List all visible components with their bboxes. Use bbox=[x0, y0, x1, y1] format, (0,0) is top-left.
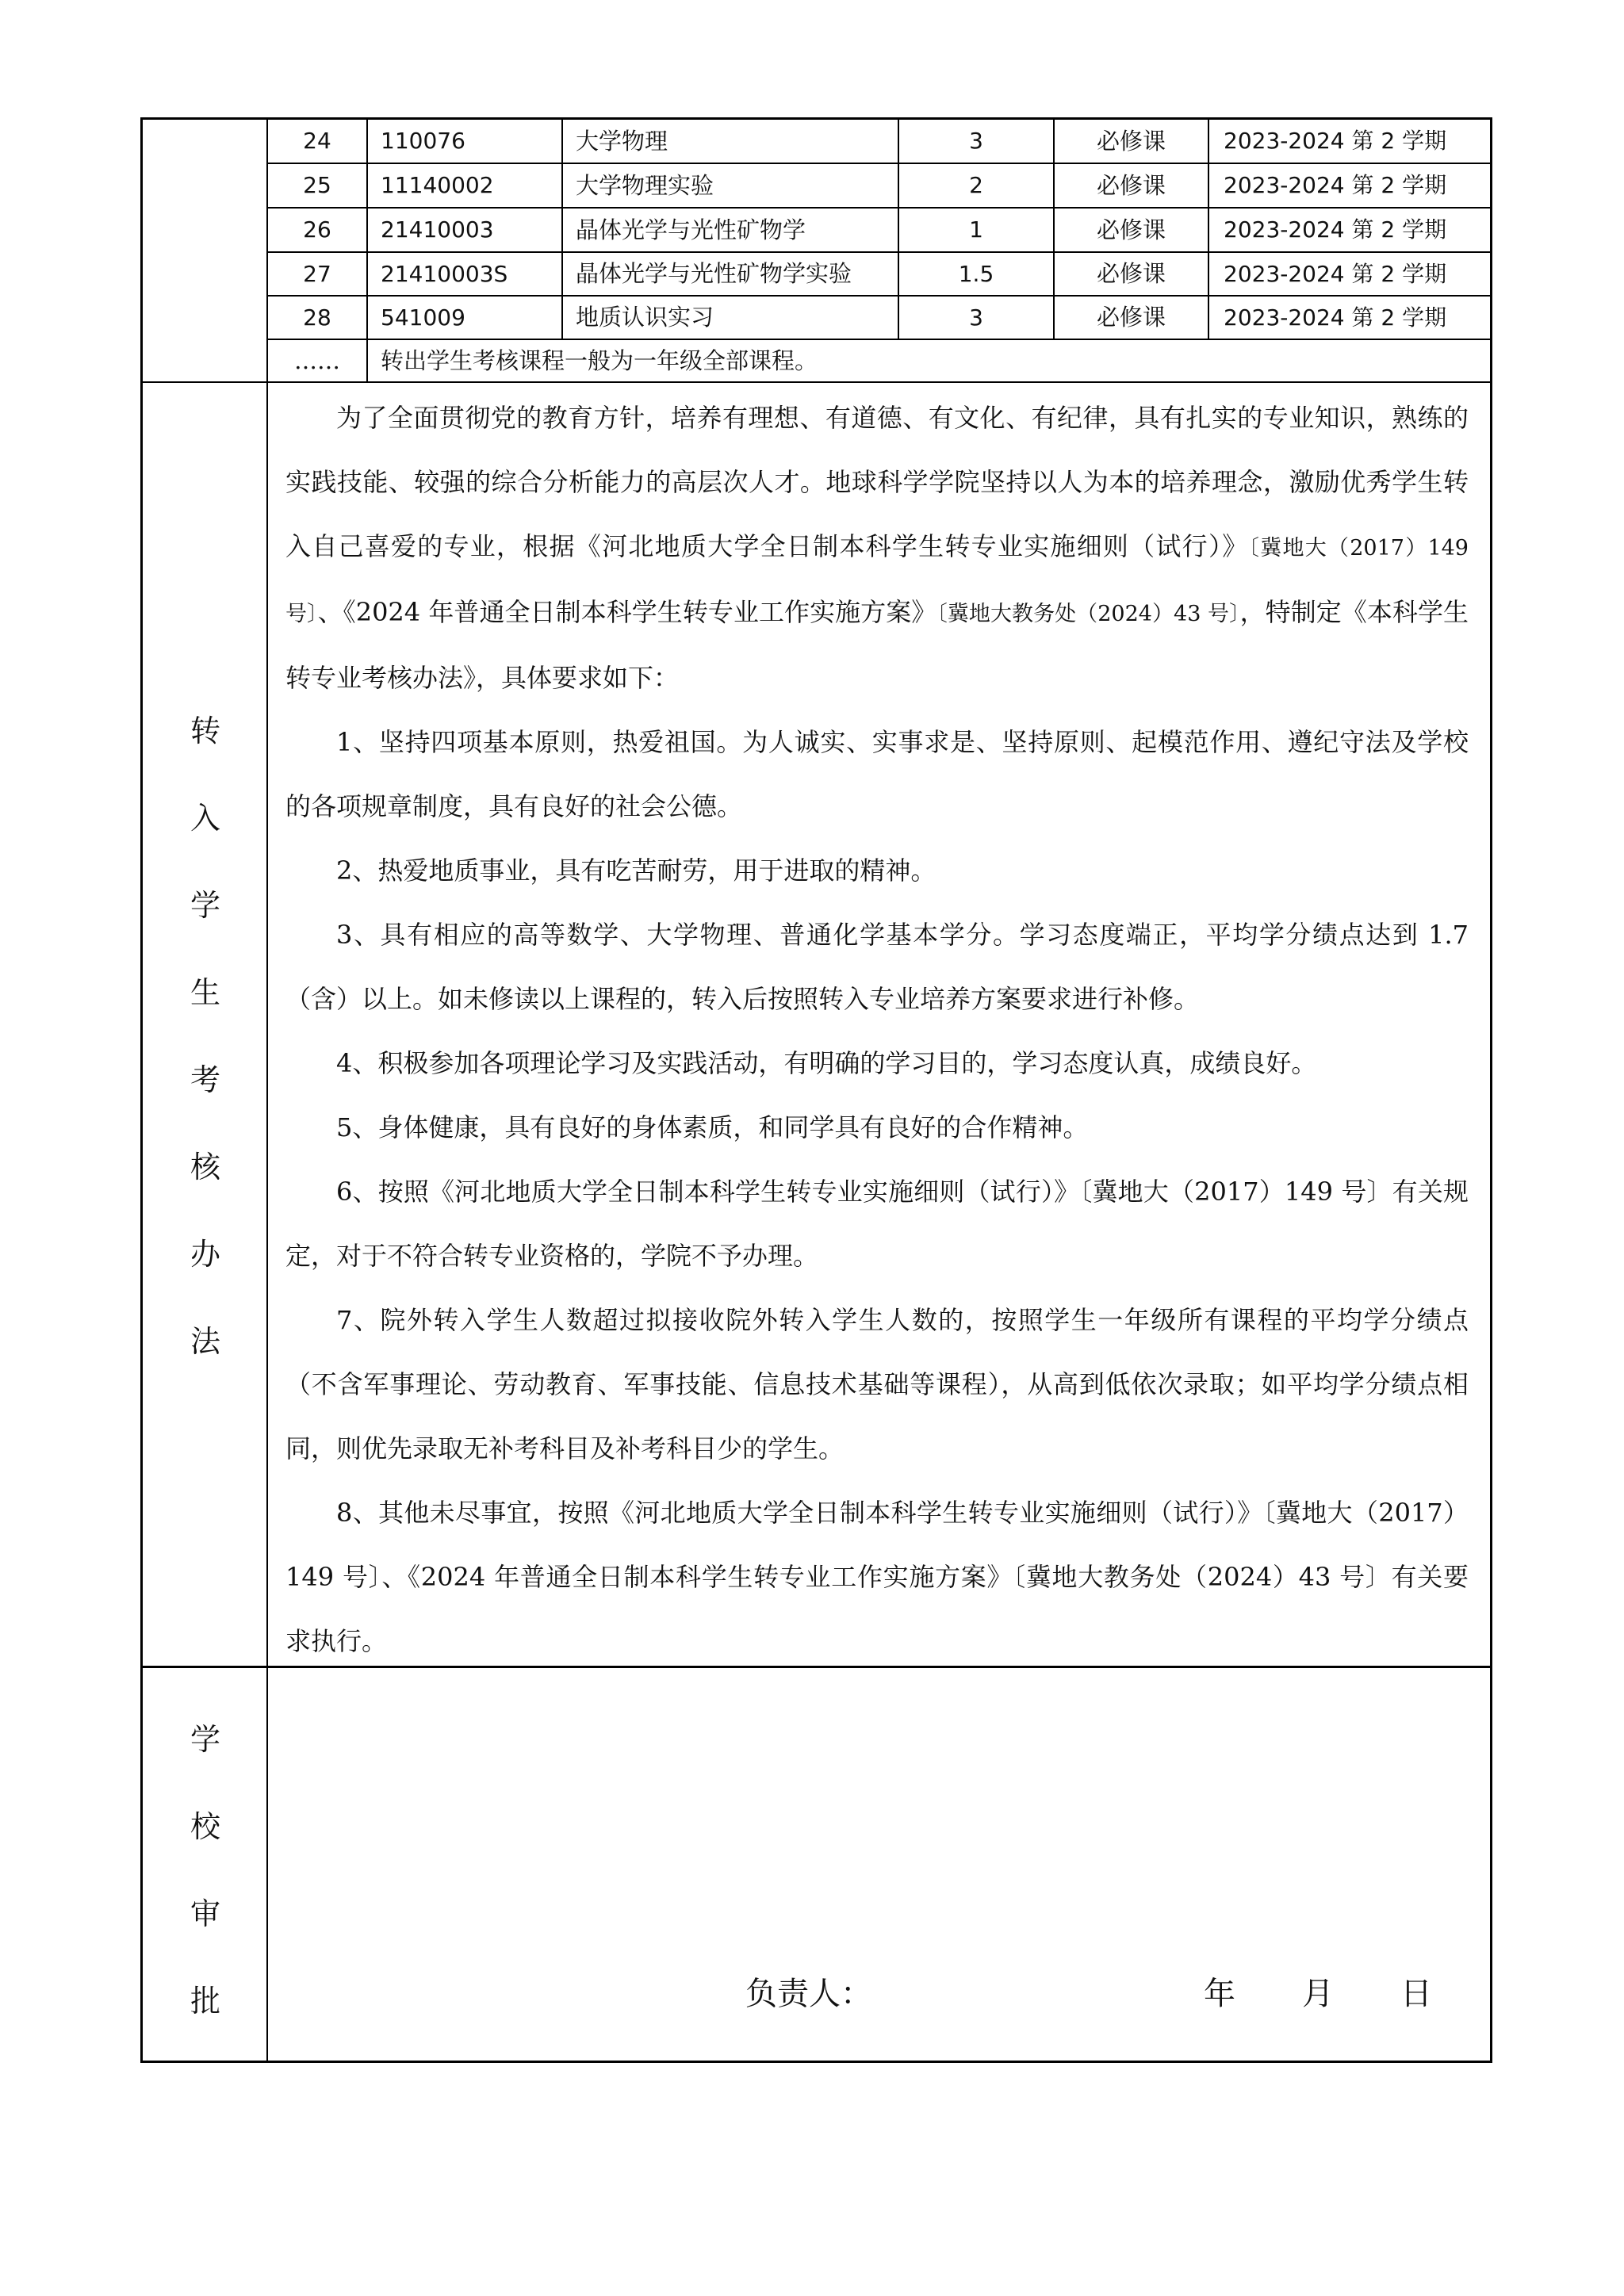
course-credit: 2 bbox=[969, 172, 983, 198]
application-form bbox=[140, 117, 1492, 2063]
course-code: 110076 bbox=[381, 128, 465, 154]
course-type: 必修课 bbox=[1096, 171, 1166, 199]
course-type: 必修课 bbox=[1096, 304, 1166, 331]
approval-label-char: 学 bbox=[190, 1722, 220, 1757]
course-number: 25 bbox=[303, 172, 331, 198]
signer-label: 负责人： bbox=[745, 1976, 872, 2012]
requirement-item: 4、积极参加各项理论学习及实践活动，有明确的学习目的，学习态度认真，成绩良好。 bbox=[336, 1048, 1317, 1078]
requirement-item: 2、热爱地质事业，具有吃苦耐劳，用于进取的精神。 bbox=[336, 855, 936, 886]
intro-paragraph bbox=[285, 386, 1469, 710]
course-name: 大学物理实验 bbox=[576, 171, 714, 199]
course-term: 2023-2024 第 2 学期 bbox=[1224, 260, 1447, 287]
divider-code-name bbox=[561, 120, 563, 339]
approval-label-char: 校 bbox=[190, 1809, 220, 1844]
course-code: 11140002 bbox=[381, 172, 494, 198]
intro-text: ，特制定《本科学生转专业考核办法》，具体要求如下： bbox=[285, 597, 1469, 693]
course-credit: 1.5 bbox=[958, 260, 994, 287]
course-credit: 1 bbox=[969, 216, 983, 243]
divider-ellipsis-note bbox=[366, 339, 368, 382]
assessment-label-char: 办 bbox=[190, 1237, 220, 1272]
course-name: 晶体光学与光性矿物学 bbox=[576, 216, 806, 243]
assessment-label-char: 生 bbox=[190, 975, 220, 1010]
requirement-item: 1、坚持四项基本原则，热爱祖国。为人诚实、实事求是、坚持原则、起模范作用、遵纪守法及学校的各项规章制度，具有良好的社会公德。 bbox=[285, 727, 1469, 821]
document-reference: 〔冀地大教务处（2024）43 号〕 bbox=[936, 602, 1240, 626]
assessment-label-char: 法 bbox=[190, 1324, 220, 1359]
intro-text: 为了全面贯彻党的教育方针，培养有理想、有道德、有文化、有纪律，具有扎实的专业知识，熟练的实践技能、较强的综合分析能力的高层次人才。地球科学学院坚持以人为本的培养理念，激励优秀学生转入自己喜爱的专业，根据《河北地质大学全日制本科学生转专业实施细则（试行）》 bbox=[285, 403, 1469, 561]
assessment-label-char: 转 bbox=[190, 714, 220, 748]
course-credit: 3 bbox=[969, 128, 983, 154]
course-number: 26 bbox=[303, 216, 331, 243]
course-code: 21410003S bbox=[381, 260, 508, 287]
course-term: 2023-2024 第 2 学期 bbox=[1224, 128, 1447, 154]
course-number: 27 bbox=[303, 260, 331, 287]
assessment-label-char: 考 bbox=[190, 1062, 220, 1097]
assessment-label-char: 入 bbox=[190, 801, 220, 836]
course-name: 大学物理 bbox=[576, 127, 668, 155]
date-year-label: 年 bbox=[1204, 1976, 1235, 2012]
course-code: 21410003 bbox=[381, 216, 494, 243]
course-type: 必修课 bbox=[1096, 260, 1166, 287]
assessment-text bbox=[285, 386, 1469, 1674]
assessment-label-char: 核 bbox=[190, 1150, 220, 1184]
course-name: 地质认识实习 bbox=[576, 304, 714, 331]
requirement-item: 8、其他未尽事宜，按照《河北地质大学全日制本科学生转专业实施细则（试行）》〔冀地大（2017）149 号〕、《2024 年普通全日制本科学生转专业工作实施方案》〔冀地大教务处（2024）43 号〕有关要求执行。 bbox=[285, 1498, 1469, 1656]
requirement-item: 6、按照《河北地质大学全日制本科学生转专业实施细则（试行）》〔冀地大（2017）149 号〕有关规定，对于不符合转专业资格的，学院不予办理。 bbox=[285, 1177, 1469, 1271]
course-number: 28 bbox=[303, 304, 331, 331]
course-code: 541009 bbox=[381, 304, 465, 331]
course-term: 2023-2024 第 2 学期 bbox=[1224, 304, 1447, 331]
requirement-item: 3、具有相应的高等数学、大学物理、普通化学基本学分。学习态度端正，平均学分绩点达到 1.7（含）以上。如未修读以上课程的，转入后按照转入专业培养方案要求进行补修。 bbox=[285, 920, 1469, 1014]
course-credit: 3 bbox=[969, 304, 983, 331]
course-term: 2023-2024 第 2 学期 bbox=[1224, 172, 1447, 198]
requirement-item: 7、院外转入学生人数超过拟接收院外转入学生人数的，按照学生一年级所有课程的平均学分绩点（不含军事理论、劳动教育、军事技能、信息技术基础等课程），从高到低依次录取；如平均学分绩点相同，则优先录取无补考科目及补考科目少的学生。 bbox=[285, 1305, 1469, 1464]
course-number: 24 bbox=[303, 128, 331, 154]
date-day-label: 日 bbox=[1400, 1976, 1432, 2012]
divider-no-code bbox=[366, 120, 368, 339]
intro-text: 、《2024 年普通全日制本科学生转专业工作实施方案》 bbox=[317, 597, 937, 627]
course-name: 晶体光学与光性矿物学实验 bbox=[576, 260, 852, 287]
course-term: 2023-2024 第 2 学期 bbox=[1224, 216, 1447, 243]
requirement-item: 5、身体健康，具有良好的身体素质，和同学具有良好的合作精神。 bbox=[336, 1112, 1089, 1142]
approval-label-char: 审 bbox=[190, 1896, 220, 1931]
course-type: 必修课 bbox=[1096, 127, 1166, 155]
assessment-label-char: 学 bbox=[190, 888, 220, 923]
ellipsis-cell: …… bbox=[294, 346, 340, 374]
table-note: 转出学生考核课程一般为一年级全部课程。 bbox=[381, 346, 818, 374]
document-reference: 〔冀地大（2017）149 号〕 bbox=[285, 536, 1469, 626]
divider-type-term bbox=[1208, 120, 1209, 339]
course-type: 必修课 bbox=[1096, 216, 1166, 243]
approval-label-char: 批 bbox=[190, 1984, 220, 2019]
section-line bbox=[143, 381, 1492, 383]
date-month-label: 月 bbox=[1302, 1976, 1334, 2012]
